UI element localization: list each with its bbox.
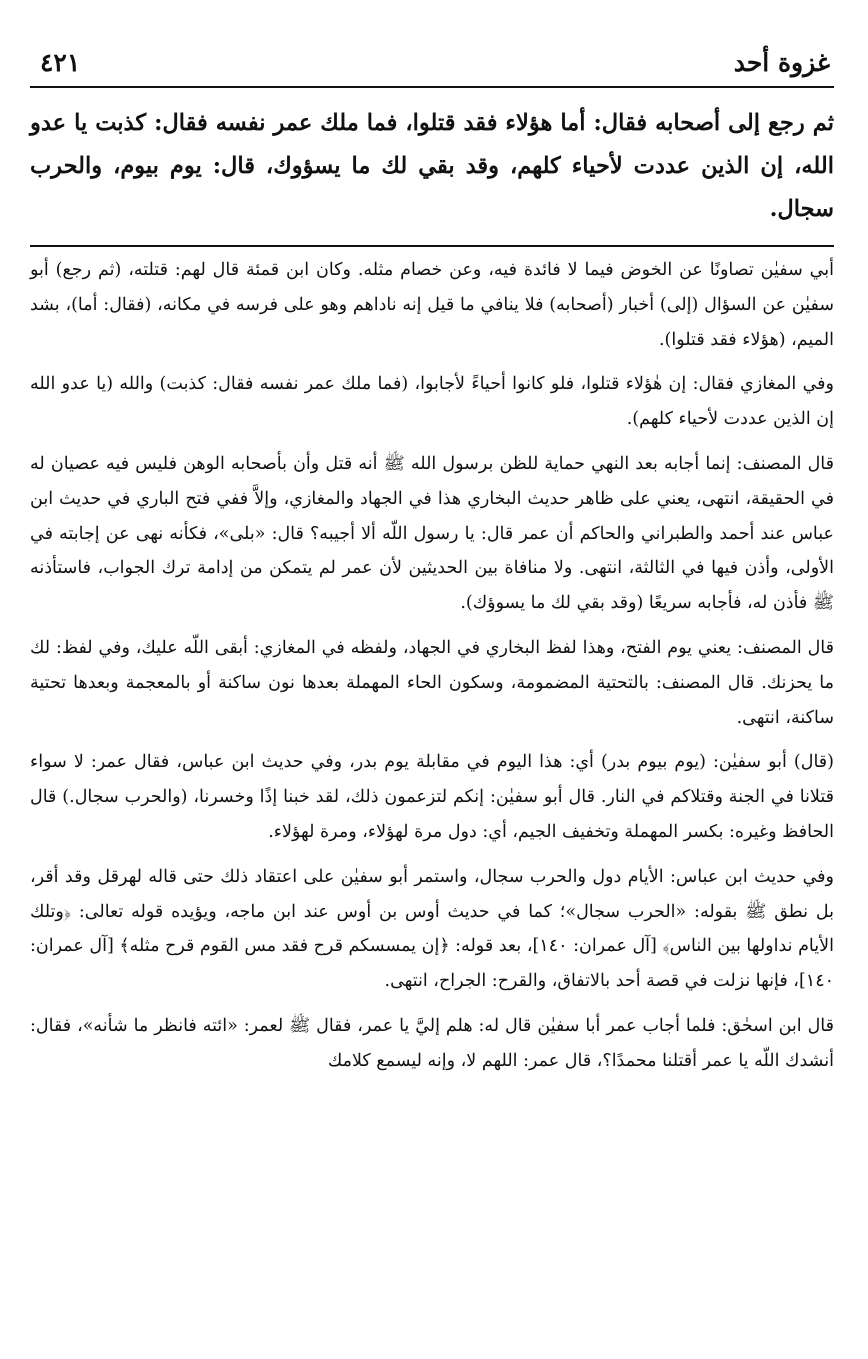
commentary-paragraph: (قال) أبو سفيٰن: (يوم بيوم بدر) أي: هذا اليوم في مقابلة يوم بدر، وفي حديث ابن عباس، فقال عمر: لا سواء قتلانا في الجنة وقتلاكم في النار. قال أبو سفيٰن: إنكم لتزعمون ذلك، لقد خبنا إذًا وخسرنا، (والحرب سجال.) قال الحافظ وغيره: بكسر المهملة وتخفيف الجيم، أي: دول مرة لهؤلاء، ومرة لهؤلاء. — [30, 752, 834, 842]
main-hadith-text: ثم رجع إلى أصحابه فقال: أما هؤلاء فقد قتلوا، فما ملك عمر نفسه فقال: كذبت يا عدو الله، إن الذين عددت لأحياء كلهم، وقد بقي لك ما يسؤوك، قال: يوم بيوم، والحرب سجال. — [30, 110, 834, 222]
commentary-paragraph: أبي سفيٰن تصاونًا عن الخوض فيما لا فائدة فيه، وعن خصام مثله. وكان ابن قمئة قال لهم: قتلته، (ثم رجع) أبو سفيٰن عن السؤال (إلى) أخبار (أصحابه) فلا ينافي ما قيل إنه ناداهم وهو على فرسه في مكانه، (فقال: أما)، بشد الميم، (هؤلاء فقد قتلوا). — [30, 260, 834, 350]
commentary-paragraph: قال المصنف: يعني يوم الفتح، وهذا لفظ البخاري في الجهاد، ولفظه في المغازي: أبقى اللّه عليك، وفي لفظ: لك ما يحزنك. قال المصنف: بالتحتية المضمومة، وسكون الحاء المهملة بعدها نون ساكنة أو بالمعجمة وبعدها تحتية ساكنة، انتهى. — [30, 637, 834, 728]
commentary-paragraph: وفي حديث ابن عباس: الأيام دول والحرب سجال، واستمر أبو سفيٰن على اعتقاد ذلك حتى قاله لهرقل وقد أقر، بل نطق ﷺ بقوله: «الحرب سجال»؛ كما في حديث أوس بن أوس عند ابن ماجه، ويؤيده قوله تعالى: ﴿وتلك الأيام نداولها بين الناس﴾ [آل عمران: ١٤٠]، بعد قوله: ﴿إن يمسسكم قرح فقد مس القوم قرح مثله﴾ [آل عمران: ١٤٠]، فإنها نزلت في قصة أحد بالاتفاق، والقرح: الجراح، انتهى. — [30, 866, 834, 992]
commentary-paragraph: قال ابن اسحٰق: فلما أجاب عمر أبا سفيٰن قال له: هلم إليَّ يا عمر، فقال ﷺ لعمر: «ائته فانظر ما شأنه»، فقال: أنشدك اللّه يا عمر أقتلنا محمدًا؟، قال عمر: اللهم لا، وإنه ليسمع كلامك — [30, 1015, 834, 1071]
commentary-paragraph: وفي المغازي فقال: إن هٰؤلاء قتلوا، فلو كانوا أحياءً لأجابوا، (فما ملك عمر نفسه فقال: كذبت) والله (يا عدو الله إن الذين عددت لأحياء كلهم). — [30, 374, 834, 430]
page-header — [30, 48, 834, 88]
commentary-paragraph: قال المصنف: إنما أجابه بعد النهي حماية للظن برسول الله ﷺ أنه قتل وأن بأصحابه الوهن فليس فيه عصيان له في الحقيقة، انتهى، يعني على ظاهر حديث البخاري هذا في الجهاد والمغازي، وإلاَّ ففي فتح الباري في حديث ابن عباس عند أحمد والطبراني والحاكم أن عمر قال: يا رسول اللّه ألا أجيبه؟ قال: «بلى»، فكأنه نهى عن إجابته في الأولى، وأذن فيها في الثالثة، انتهى. ولا منافاة بين الحديثين لأن عمر لم يتمكن من إدامة ترك الجواب، فاستأذنه ﷺ فأذن له، فأجابه سريعًا (وقد بقي لك ما يسوؤك). — [30, 453, 834, 614]
page-number: ٤٢١ — [40, 48, 81, 77]
footnote-divider — [30, 245, 834, 247]
running-title: غزوة أحد — [733, 48, 830, 77]
commentary-section — [30, 253, 834, 1079]
